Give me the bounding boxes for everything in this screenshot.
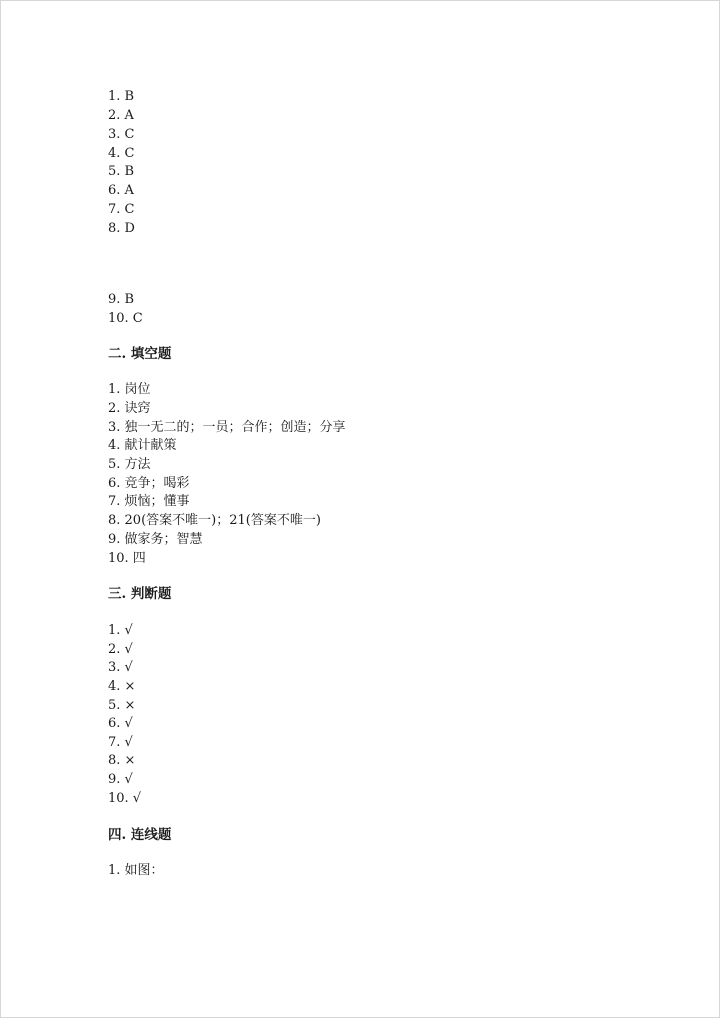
- choice-answer-2: 2. A: [108, 108, 134, 123]
- true-false-answer-3: 3. √: [108, 660, 133, 675]
- choice-answer-7: 7. C: [108, 202, 135, 217]
- true-false-answer-9: 9. √: [108, 772, 133, 787]
- true-false-answer-8: 8. ×: [108, 753, 136, 768]
- fill-blank-heading: 二. 填空题: [108, 346, 172, 362]
- true-false-answer-5: 5. ×: [108, 698, 136, 713]
- matching-answer-1: 1. 如图：: [108, 863, 164, 878]
- true-false-heading: 三. 判断题: [108, 586, 172, 602]
- fill-blank-answer-4: 4. 献计献策: [108, 438, 177, 453]
- fill-blank-answer-6: 6. 竞争；喝彩: [108, 476, 190, 491]
- matching-heading: 四. 连线题: [108, 827, 172, 843]
- fill-blank-answer-5: 5. 方法: [108, 457, 151, 472]
- choice-answer-1: 1. B: [108, 89, 135, 104]
- true-false-answer-4: 4. ×: [108, 679, 136, 694]
- choice-answer-9: 9. B: [108, 292, 135, 307]
- true-false-answer-6: 6. √: [108, 716, 133, 731]
- fill-blank-answer-1: 1. 岗位: [108, 382, 151, 397]
- fill-blank-answer-2: 2. 诀窍: [108, 401, 151, 416]
- true-false-answer-10: 10. √: [108, 791, 142, 806]
- choice-answer-8: 8. D: [108, 221, 135, 236]
- choice-answer-10: 10. C: [108, 311, 143, 326]
- choice-answer-4: 4. C: [108, 146, 135, 161]
- choice-answer-6: 6. A: [108, 183, 134, 198]
- fill-blank-answer-7: 7. 烦恼；懂事: [108, 494, 190, 509]
- fill-blank-answer-8: 8. 20(答案不唯一)；21(答案不唯一): [108, 513, 321, 528]
- fill-blank-answer-3: 3. 独一无二的；一员；合作；创造；分享: [108, 420, 346, 435]
- true-false-answer-7: 7. √: [108, 735, 133, 750]
- fill-blank-answer-10: 10. 四: [108, 551, 146, 566]
- true-false-answer-2: 2. √: [108, 642, 133, 657]
- choice-answer-5: 5. B: [108, 164, 135, 179]
- fill-blank-answer-9: 9. 做家务；智慧: [108, 532, 203, 547]
- choice-answer-3: 3. C: [108, 127, 135, 142]
- true-false-answer-1: 1. √: [108, 623, 133, 638]
